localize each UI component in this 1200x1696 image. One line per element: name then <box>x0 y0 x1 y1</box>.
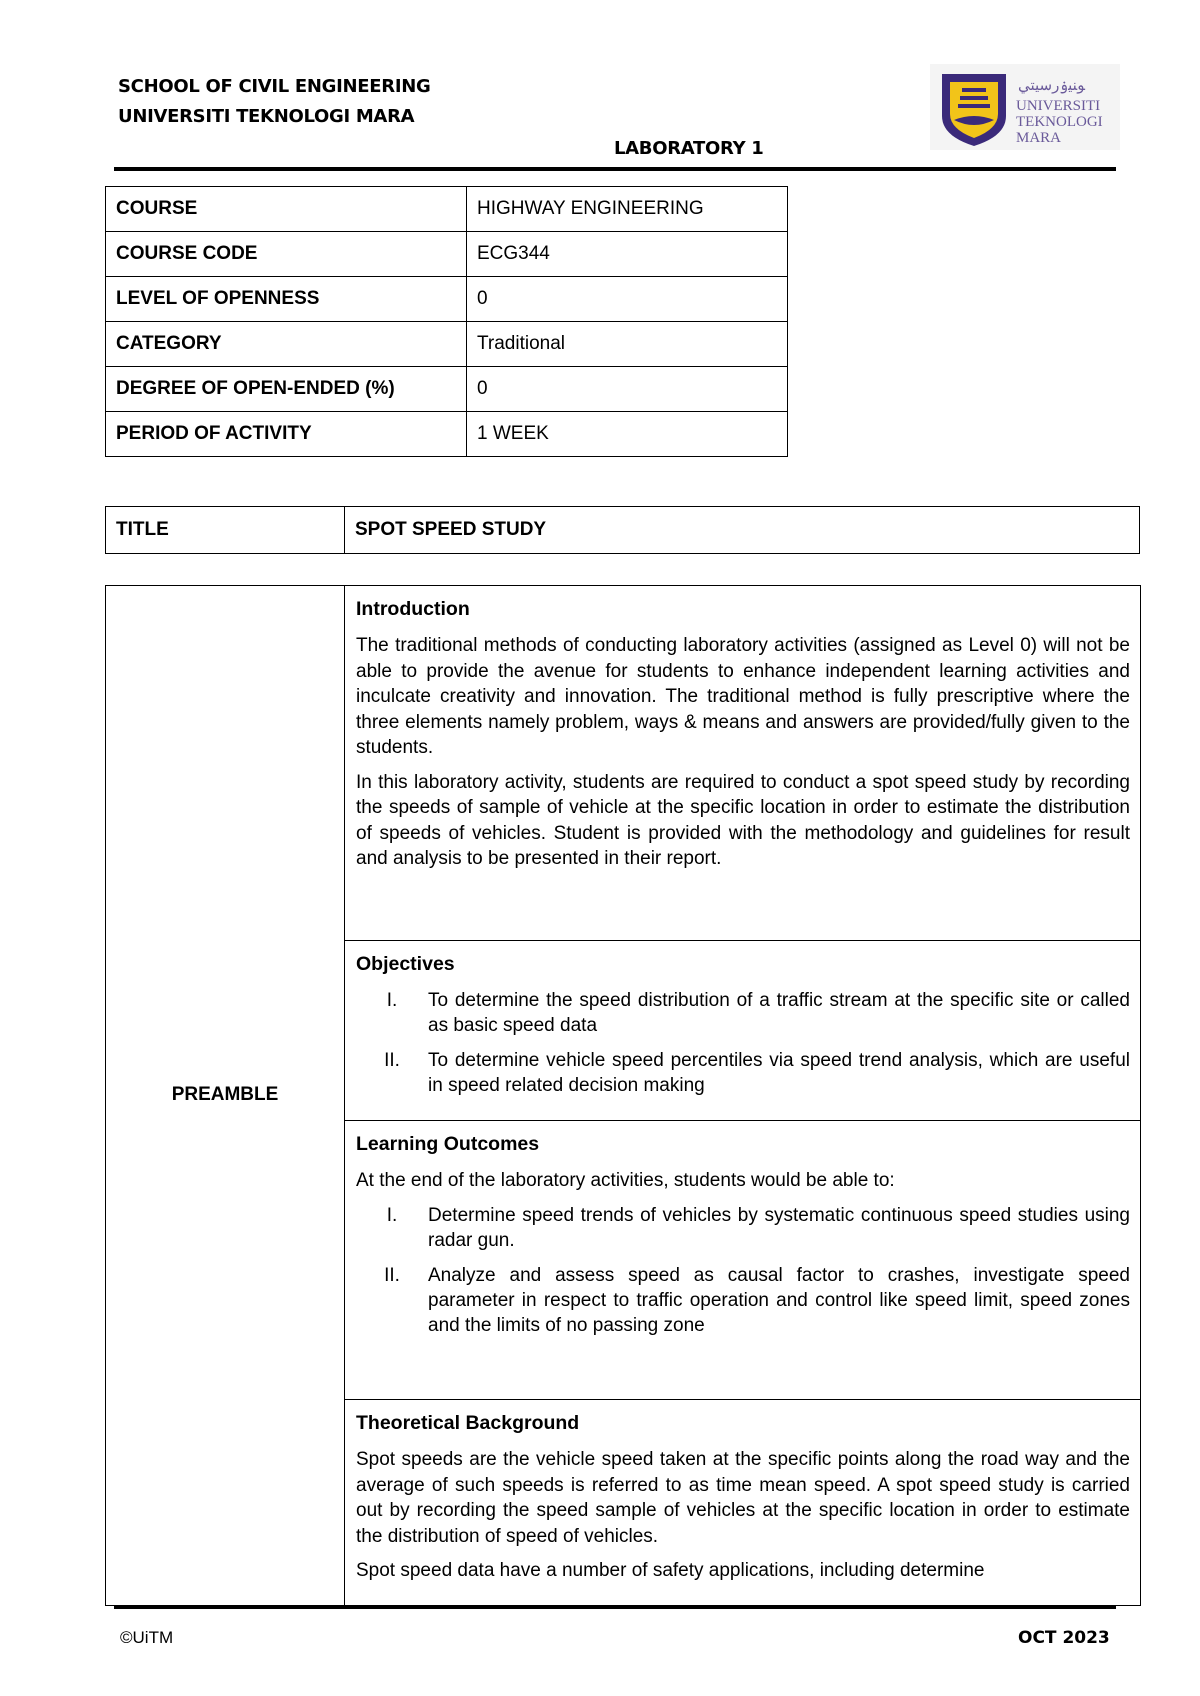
title-label: TITLE <box>106 507 345 554</box>
objectives-cell <box>345 941 1141 1121</box>
svg-text:TEKNOLOGI: TEKNOLOGI <box>1016 114 1103 130</box>
theoretical-background-cell <box>345 1400 1141 1606</box>
preamble-label: PREAMBLE <box>106 586 345 1606</box>
list-text: Determine speed trends of vehicles by systematic continuous speed studies using radar gun. <box>428 1204 1130 1251</box>
header-rule <box>114 167 1116 171</box>
learning-outcomes-intro: At the end of the laboratory activities, students would be able to: <box>356 1170 895 1191</box>
objectives-heading: Objectives <box>356 953 455 975</box>
title-value: SPOT SPEED STUDY <box>345 507 1140 554</box>
list-text: To determine the speed distribution of a traffic stream at the specific site or called as basic speed data <box>428 990 1130 1036</box>
list-item <box>356 1263 1130 1338</box>
list-number: II. <box>384 1050 400 1071</box>
theoretical-background-heading: Theoretical Background <box>356 1412 580 1434</box>
preamble-table <box>105 585 1141 1606</box>
theory-paragraph: Spot speeds are the vehicle speed taken at the specific points along the road way and the average of such speeds is referred to as time mean speed. A spot speed study is carried out by recording the speed sample of vehicles at the specific location in order to estimate the distribution of speed of vehicles. <box>356 1449 1130 1547</box>
table-row <box>106 586 1141 941</box>
list-text: To determine vehicle speed percentiles via speed trend analysis, which are useful in speed related decision making <box>428 1050 1130 1096</box>
learning-outcomes-cell <box>345 1121 1141 1400</box>
period-label: PERIOD OF ACTIVITY <box>106 412 467 457</box>
period-value: 1 WEEK <box>467 412 788 457</box>
table-row <box>106 187 788 232</box>
footer-copyright: ©UiTM <box>120 1628 174 1647</box>
list-item <box>356 1203 1130 1253</box>
list-item <box>356 1048 1130 1098</box>
school-name: SCHOOL OF CIVIL ENGINEERING <box>118 76 431 97</box>
introduction-paragraph: In this laboratory activity, students are required to conduct a spot speed study by recording the speeds of sample of vehicle at the specific location in order to estimate the distribution of speeds of vehicles. Student is provided with the methodology and guidelines for result and analysis to be presented in their report. <box>356 771 1130 869</box>
openness-label: LEVEL OF OPENNESS <box>106 277 467 322</box>
table-row <box>106 232 788 277</box>
open-ended-value: 0 <box>467 367 788 412</box>
open-ended-label: DEGREE OF OPEN-ENDED (%) <box>106 367 467 412</box>
course-info-table <box>105 186 788 457</box>
table-row <box>106 277 788 322</box>
objectives-list <box>356 988 1130 1098</box>
table-row <box>106 322 788 367</box>
uitm-logo <box>930 64 1120 150</box>
svg-text:ﻮﻨﻴۏﺭﺳﻴﺘﻲ: ﻮﻨﻴۏﺭﺳﻴﺘﻲ <box>1018 76 1085 94</box>
university-name: UNIVERSITI TEKNOLOGI MARA <box>118 106 415 127</box>
learning-outcomes-heading: Learning Outcomes <box>356 1133 540 1155</box>
course-code-label: COURSE CODE <box>106 232 467 277</box>
course-value: HIGHWAY ENGINEERING <box>467 187 788 232</box>
table-row <box>106 507 1140 554</box>
list-number: II. <box>384 1264 400 1286</box>
category-value: Traditional <box>467 322 788 367</box>
introduction-cell <box>345 586 1141 941</box>
svg-text:MARA: MARA <box>1016 130 1062 146</box>
list-text: Analyze and assess speed as causal factor to crashes, investigate speed parameter in respect to traffic operation and control like speed limit, speed zones and the limits of no passing zone <box>428 1264 1130 1336</box>
list-number: I. <box>386 990 398 1011</box>
footer-rule <box>114 1606 1116 1609</box>
introduction-paragraph: The traditional methods of conducting laboratory activities (assigned as Level 0) will not be able to provide the avenue for students to enhance independent learning activities and inculcate creativity and innovation. The traditional method is fully prescriptive where the three elements namely problem, ways & means and answers are provided/fully given to the students. <box>356 635 1130 758</box>
introduction-heading: Introduction <box>356 598 470 620</box>
course-code-value: ECG344 <box>467 232 788 277</box>
course-label: COURSE <box>106 187 467 232</box>
svg-text:UNIVERSITI: UNIVERSITI <box>1016 98 1101 114</box>
table-row <box>106 367 788 412</box>
footer-date: OCT 2023 <box>1018 1628 1110 1648</box>
category-label: CATEGORY <box>106 322 467 367</box>
table-row <box>106 412 788 457</box>
list-item <box>356 988 1130 1038</box>
lab-title: LABORATORY 1 <box>614 138 764 159</box>
openness-value: 0 <box>467 277 788 322</box>
theory-paragraph: Spot speed data have a number of safety applications, including determine <box>356 1560 985 1581</box>
learning-outcomes-list <box>356 1203 1130 1338</box>
list-number: I. <box>386 1204 398 1226</box>
title-table <box>105 506 1140 554</box>
